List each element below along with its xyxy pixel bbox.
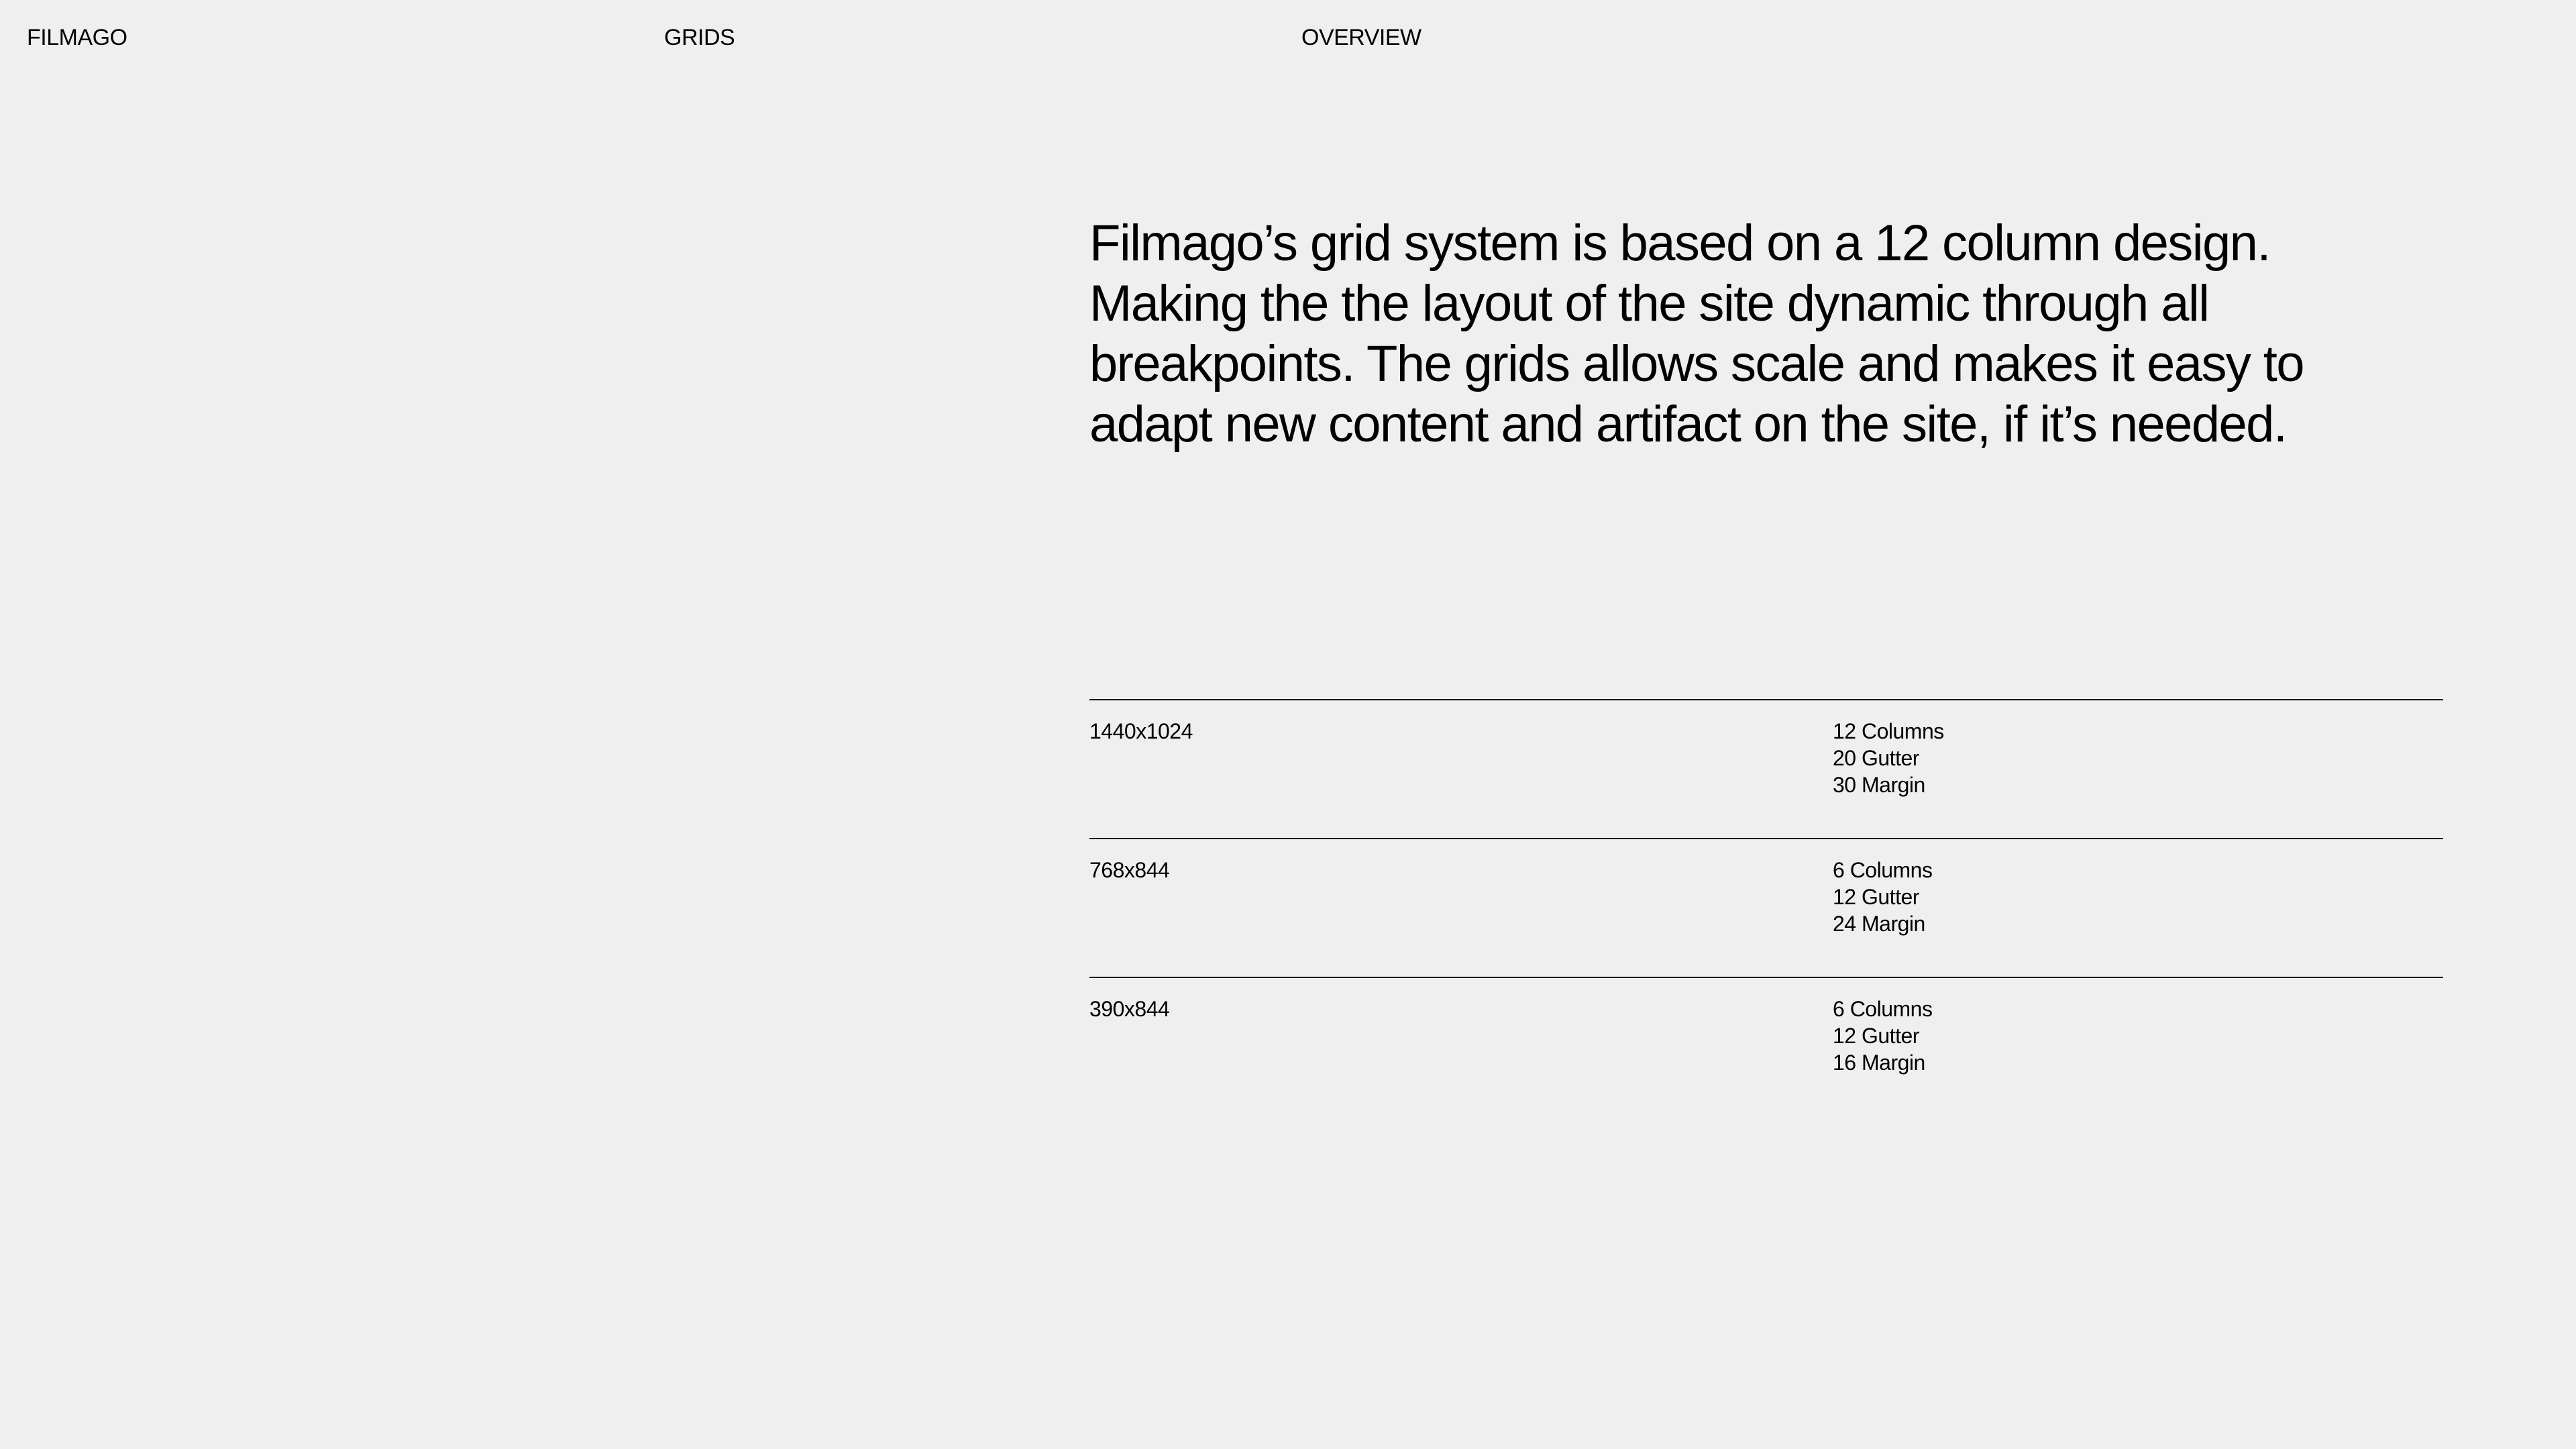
grid-spec-list — [1089, 699, 2443, 1116]
breakpoint-size: 390x844 — [1089, 997, 1170, 1021]
columns-value: 6 Columns — [1833, 997, 1933, 1021]
nav-overview-link[interactable]: OVERVIEW — [1301, 25, 1421, 50]
gutter-value: 12 Gutter — [1833, 885, 1919, 909]
grid-spec-row-768 — [1089, 838, 2443, 977]
grid-details — [1833, 718, 1944, 798]
breakpoint-size: 1440x1024 — [1089, 719, 1193, 743]
columns-value: 6 Columns — [1833, 858, 1933, 882]
nav-grids-link[interactable]: GRIDS — [664, 25, 735, 50]
margin-value: 16 Margin — [1833, 1051, 1925, 1075]
breakpoint-size: 768x844 — [1089, 858, 1170, 882]
grid-spec-row-390 — [1089, 977, 2443, 1116]
grid-spec-row-1440 — [1089, 699, 2443, 838]
gutter-value: 20 Gutter — [1833, 746, 1919, 770]
intro-paragraph: Filmago’s grid system is based on a 12 column design. Making the the layout of the site dynamic through all breakpoints. The grids allows scale and makes it easy to adapt new content and artifact on the site, if it’s needed. — [1089, 215, 2304, 453]
margin-value: 30 Margin — [1833, 773, 1925, 797]
margin-value: 24 Margin — [1833, 912, 1925, 936]
brand-link[interactable]: FILMAGO — [27, 25, 127, 50]
gutter-value: 12 Gutter — [1833, 1024, 1919, 1048]
grid-details — [1833, 996, 1932, 1076]
columns-value: 12 Columns — [1833, 719, 1944, 743]
grid-details — [1833, 857, 1932, 937]
